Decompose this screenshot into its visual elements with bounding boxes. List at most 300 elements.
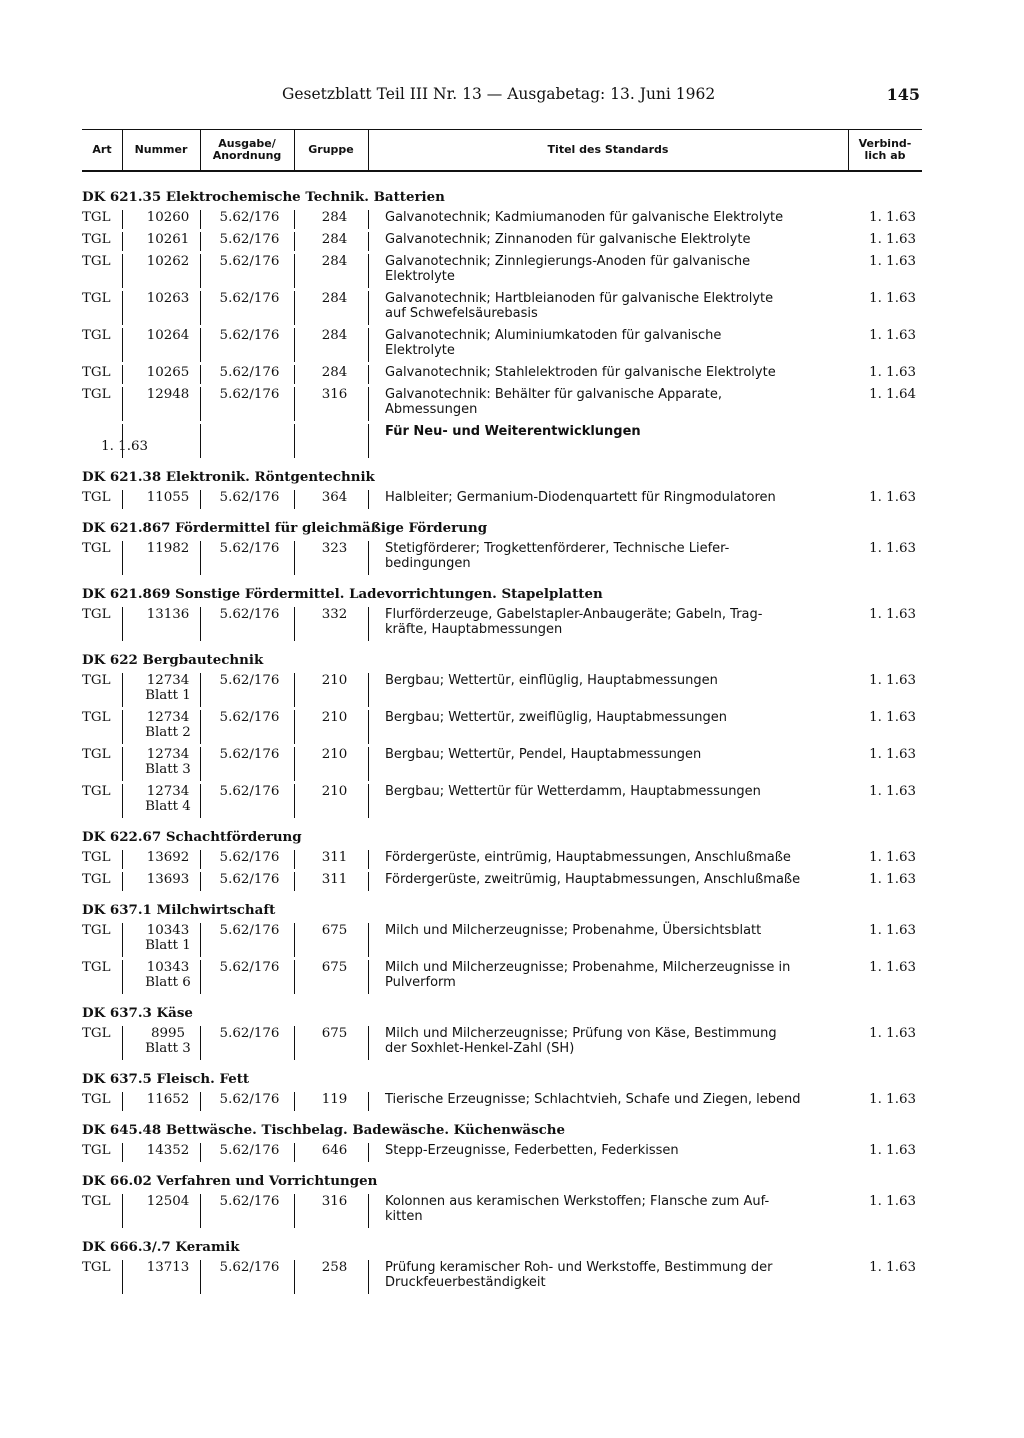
column-rule <box>200 747 201 781</box>
cell-ausgabe: 5.62/176 <box>219 1194 280 1209</box>
standard-number: 10265 <box>146 365 190 380</box>
standard-number: 10261 <box>146 232 190 247</box>
sheet-number: Blatt 4 <box>145 799 191 814</box>
cell-art: TGL <box>82 490 111 505</box>
column-rule <box>294 923 295 957</box>
cell-verbindlich: 1. 1.63 <box>869 1092 916 1107</box>
standard-number: 10263 <box>146 291 190 306</box>
column-rule <box>294 607 295 641</box>
section-heading: DK 637.5 Fleisch. Fett <box>82 1071 250 1087</box>
cell-gruppe: 210 <box>321 747 348 762</box>
cell-titel <box>385 1143 847 1158</box>
cell-gruppe: 675 <box>321 960 348 975</box>
column-rule <box>368 1260 369 1294</box>
table-row <box>82 784 922 814</box>
cell-gruppe: 119 <box>321 1092 348 1107</box>
cell-nummer <box>132 291 204 306</box>
cell-ausgabe: 5.62/176 <box>219 607 280 622</box>
column-rule <box>122 365 123 384</box>
table-row <box>82 1194 922 1224</box>
cell-titel <box>385 490 847 505</box>
column-rule <box>200 1143 201 1162</box>
title-line: Stepp-Erzeugnisse, Federbetten, Federkissen <box>385 1143 679 1158</box>
column-rule <box>122 784 123 818</box>
cell-nummer <box>132 210 204 225</box>
column-rule <box>368 710 369 744</box>
column-rule <box>200 291 201 325</box>
section-heading: DK 621.38 Elektronik. Röntgentechnik <box>82 469 375 485</box>
cell-nummer <box>132 1194 204 1209</box>
column-rule <box>122 607 123 641</box>
column-rule <box>294 673 295 707</box>
col-ausgabe: Ausgabe/ Anordnung <box>212 137 282 162</box>
cell-art: TGL <box>82 673 111 688</box>
title-line: der Soxhlet-Henkel-Zahl (SH) <box>385 1041 575 1056</box>
column-rule <box>294 1143 295 1162</box>
cell-ausgabe: 5.62/176 <box>219 1143 280 1158</box>
cell-gruppe: 323 <box>321 541 348 556</box>
section-heading: DK 621.869 Sonstige Fördermittel. Ladevorrichtungen. Stapelplatten <box>82 586 603 602</box>
cell-titel <box>385 291 847 321</box>
title-line: Flurförderzeuge, Gabelstapler-Anbaugeräte; Gabeln, Trag- <box>385 607 763 622</box>
cell-art: TGL <box>82 210 111 225</box>
table-row <box>82 673 922 703</box>
cell-ausgabe: 5.62/176 <box>219 490 280 505</box>
cell-verbindlich: 1. 1.63 <box>869 232 916 247</box>
column-rule <box>368 387 369 421</box>
cell-art: TGL <box>82 232 111 247</box>
cell-verbindlich: 1. 1.63 <box>869 254 916 269</box>
table-row <box>82 387 922 417</box>
standard-number: 12734 <box>146 747 190 762</box>
cell-titel <box>385 387 847 417</box>
standard-number: 8995 <box>150 1026 186 1041</box>
column-rule <box>368 747 369 781</box>
cell-verbindlich: 1. 1.63 <box>869 960 916 975</box>
cell-art: TGL <box>82 1260 111 1275</box>
table-row <box>82 328 922 358</box>
column-rule <box>122 232 123 251</box>
cell-gruppe: 284 <box>321 210 348 225</box>
column-rule <box>368 1143 369 1162</box>
column-rule <box>122 387 123 421</box>
table-column-header <box>82 129 922 172</box>
cell-verbindlich: 1. 1.63 <box>869 210 916 225</box>
sheet-number: Blatt 1 <box>145 688 191 703</box>
title-line: Prüfung keramischer Roh- und Werkstoffe, Bestimmung der <box>385 1260 773 1275</box>
cell-gruppe: 364 <box>321 490 348 505</box>
cell-ausgabe: 5.62/176 <box>219 747 280 762</box>
cell-ausgabe: 5.62/176 <box>219 960 280 975</box>
column-rule <box>368 328 369 362</box>
cell-art: TGL <box>82 254 111 269</box>
column-rule <box>294 541 295 575</box>
section-heading: DK 666.3/.7 Keramik <box>82 1239 240 1255</box>
title-line: Galvanotechnik; Aluminiumkatoden für galvanische <box>385 328 722 343</box>
column-rule <box>200 1026 201 1060</box>
column-rule <box>294 850 295 869</box>
cell-gruppe: 311 <box>321 850 348 865</box>
title-line: Galvanotechnik: Behälter für galvanische Apparate, <box>385 387 723 402</box>
column-rule <box>368 210 369 229</box>
standard-number: 10260 <box>146 210 190 225</box>
cell-nummer <box>132 607 204 622</box>
cell-art: TGL <box>82 784 111 799</box>
column-rule <box>122 872 123 891</box>
standard-number: 13136 <box>146 607 190 622</box>
title-line: Abmessungen <box>385 402 478 417</box>
column-rule <box>200 673 201 707</box>
cell-nummer <box>132 541 204 556</box>
cell-gruppe: 316 <box>321 1194 348 1209</box>
column-rule <box>122 1143 123 1162</box>
column-rule <box>368 424 369 458</box>
cell-nummer <box>132 710 204 740</box>
column-rule <box>122 1092 123 1111</box>
table-row <box>82 1026 922 1056</box>
cell-art: TGL <box>82 923 111 938</box>
table-row <box>82 490 922 505</box>
table-row <box>82 607 922 637</box>
cell-verbindlich: 1. 1.63 <box>869 291 916 306</box>
cell-ausgabe: 5.62/176 <box>219 1092 280 1107</box>
cell-nummer <box>132 1260 204 1275</box>
cell-art: TGL <box>82 291 111 306</box>
column-rule <box>294 291 295 325</box>
cell-gruppe: 675 <box>321 1026 348 1041</box>
cell-titel <box>385 1194 847 1224</box>
column-rule <box>368 784 369 818</box>
cell-nummer <box>132 365 204 380</box>
cell-verbindlich: 1. 1.63 <box>869 747 916 762</box>
column-rule <box>200 607 201 641</box>
table-row <box>82 923 922 953</box>
title-line: Galvanotechnik; Stahlelektroden für galvanische Elektrolyte <box>385 365 776 380</box>
cell-titel <box>385 673 847 688</box>
cell-nummer <box>132 747 204 777</box>
standard-number: 12734 <box>146 673 190 688</box>
sheet-number: Blatt 3 <box>145 1041 191 1056</box>
cell-art: TGL <box>82 541 111 556</box>
standard-number: 12734 <box>146 710 190 725</box>
column-rule <box>122 1026 123 1060</box>
cell-art: TGL <box>82 328 111 343</box>
title-line: Galvanotechnik; Zinnlegierungs-Anoden für galvanische <box>385 254 751 269</box>
column-rule <box>368 673 369 707</box>
column-rule <box>368 607 369 641</box>
column-rule <box>294 387 295 421</box>
cell-art: TGL <box>82 1026 111 1041</box>
sheet-number: Blatt 3 <box>145 762 191 777</box>
column-rule <box>200 850 201 869</box>
table-row <box>82 710 922 740</box>
cell-verbindlich: 1. 1.64 <box>869 387 916 402</box>
cell-gruppe: 311 <box>321 872 348 887</box>
standard-number: 11982 <box>146 541 190 556</box>
cell-nummer <box>132 960 204 990</box>
standard-number: 12504 <box>146 1194 190 1209</box>
cell-nummer <box>132 872 204 887</box>
cell-ausgabe: 5.62/176 <box>219 541 280 556</box>
cell-ausgabe: 5.62/176 <box>219 1260 280 1275</box>
section-heading: DK 637.3 Käse <box>82 1005 193 1021</box>
column-rule <box>200 710 201 744</box>
cell-verbindlich: 1. 1.63 <box>869 710 916 725</box>
title-line: kitten <box>385 1209 423 1224</box>
column-rule <box>200 1194 201 1228</box>
column-rule <box>368 232 369 251</box>
cell-titel <box>385 1260 847 1290</box>
standard-number: 13693 <box>146 872 190 887</box>
cell-verbindlich: 1. 1.63 <box>869 1026 916 1041</box>
column-rule <box>294 490 295 509</box>
standard-number: 10264 <box>146 328 190 343</box>
cell-gruppe: 646 <box>321 1143 348 1158</box>
standard-number: 10262 <box>146 254 190 269</box>
column-rule <box>294 424 295 458</box>
column-rule <box>122 710 123 744</box>
cell-verbindlich: 1. 1.63 <box>869 1260 916 1275</box>
column-rule <box>368 365 369 384</box>
cell-verbindlich: 1. 1.63 <box>869 541 916 556</box>
cell-titel <box>385 254 847 284</box>
col-gruppe: Gruppe <box>308 143 354 156</box>
note-text: Für Neu- und Weiterentwicklungen <box>385 424 641 439</box>
cell-art: TGL <box>82 710 111 725</box>
cell-verbindlich: 1. 1.63 <box>869 784 916 799</box>
column-rule <box>294 210 295 229</box>
column-rule <box>200 365 201 384</box>
table-row <box>82 850 922 865</box>
cell-gruppe: 210 <box>321 673 348 688</box>
section-heading: DK 621.867 Fördermittel für gleichmäßige Förderung <box>82 520 488 536</box>
title-line: Bergbau; Wettertür, Pendel, Hauptabmessungen <box>385 747 702 762</box>
cell-titel <box>385 1026 847 1056</box>
column-rule <box>122 424 123 458</box>
standard-number: 10343 <box>146 923 190 938</box>
column-rule <box>200 1260 201 1294</box>
cell-titel <box>385 850 847 865</box>
title-line: bedingungen <box>385 556 471 571</box>
title-line: auf Schwefelsäurebasis <box>385 306 538 321</box>
cell-nummer <box>132 673 204 703</box>
column-rule <box>122 1260 123 1294</box>
column-rule <box>122 923 123 957</box>
table-row <box>82 210 922 225</box>
cell-nummer <box>132 490 204 505</box>
column-rule <box>200 784 201 818</box>
table-row <box>82 1260 922 1290</box>
column-rule <box>368 1092 369 1111</box>
cell-titel <box>385 960 847 990</box>
cell-nummer <box>132 328 204 343</box>
cell-ausgabe: 5.62/176 <box>219 923 280 938</box>
table-row <box>82 1092 922 1107</box>
cell-ausgabe: 5.62/176 <box>219 254 280 269</box>
title-line: Galvanotechnik; Zinnanoden für galvanische Elektrolyte <box>385 232 751 247</box>
cell-gruppe: 675 <box>321 923 348 938</box>
cell-titel <box>385 210 847 225</box>
cell-verbindlich: 1. 1.63 <box>869 607 916 622</box>
column-rule <box>200 1092 201 1111</box>
cell-verbindlich: 1. 1.63 <box>869 328 916 343</box>
col-titel: Titel des Standards <box>547 143 669 156</box>
cell-gruppe: 284 <box>321 254 348 269</box>
cell-ausgabe: 5.62/176 <box>219 387 280 402</box>
cell-gruppe: 284 <box>321 291 348 306</box>
title-line: Fördergerüste, eintrümig, Hauptabmessungen, Anschlußmaße <box>385 850 791 865</box>
cell-ausgabe: 5.62/176 <box>219 850 280 865</box>
column-rule <box>294 365 295 384</box>
cell-gruppe: 210 <box>321 710 348 725</box>
title-line: Elektrolyte <box>385 269 455 284</box>
table-row <box>82 541 922 571</box>
title-line: Pulverform <box>385 975 456 990</box>
table-row <box>82 232 922 247</box>
table-row <box>82 872 922 887</box>
cell-ausgabe: 5.62/176 <box>219 673 280 688</box>
title-line: Bergbau; Wettertür, zweiflüglig, Hauptabmessungen <box>385 710 728 725</box>
cell-titel <box>385 747 847 762</box>
standard-number: 12948 <box>146 387 190 402</box>
cell-art: TGL <box>82 1194 111 1209</box>
table-row <box>82 291 922 321</box>
cell-art: TGL <box>82 1143 111 1158</box>
column-rule <box>122 747 123 781</box>
column-rule <box>368 850 369 869</box>
cell-gruppe: 316 <box>321 387 348 402</box>
standard-number: 11652 <box>146 1092 190 1107</box>
cell-verbindlich: 1. 1.63 <box>869 490 916 505</box>
table-row <box>82 254 922 284</box>
cell-verbindlich: 1. 1.63 <box>101 439 148 454</box>
cell-nummer <box>132 850 204 865</box>
cell-gruppe: 332 <box>321 607 348 622</box>
cell-verbindlich: 1. 1.63 <box>869 1194 916 1209</box>
column-rule <box>368 1194 369 1228</box>
column-rule <box>200 923 201 957</box>
standard-number: 10343 <box>146 960 190 975</box>
cell-titel <box>385 365 847 380</box>
cell-verbindlich: 1. 1.63 <box>869 923 916 938</box>
column-rule <box>368 490 369 509</box>
cell-verbindlich: 1. 1.63 <box>869 872 916 887</box>
cell-nummer <box>132 1143 204 1158</box>
gazette-title: Gesetzblatt Teil III Nr. 13 — Ausgabetag: 13. Juni 1962 <box>282 85 716 103</box>
title-line: Galvanotechnik; Kadmiumanoden für galvanische Elektrolyte <box>385 210 784 225</box>
title-line: Elektrolyte <box>385 343 455 358</box>
column-rule <box>368 923 369 957</box>
cell-ausgabe: 5.62/176 <box>219 1026 280 1041</box>
cell-ausgabe: 5.62/176 <box>219 710 280 725</box>
column-rule <box>122 541 123 575</box>
column-rule <box>368 960 369 994</box>
cell-verbindlich: 1. 1.63 <box>869 365 916 380</box>
title-line: Halbleiter; Germanium-Diodenquartett für Ringmodulatoren <box>385 490 776 505</box>
section-heading: DK 637.1 Milchwirtschaft <box>82 902 276 918</box>
cell-art: TGL <box>82 960 111 975</box>
cell-nummer <box>132 1026 204 1056</box>
cell-nummer <box>132 232 204 247</box>
column-rule <box>122 254 123 288</box>
column-rule <box>200 424 201 458</box>
col-verbindlich: Verbind- lich ab <box>858 137 912 162</box>
cell-gruppe: 210 <box>321 784 348 799</box>
column-rule <box>122 490 123 509</box>
column-rule <box>200 232 201 251</box>
column-rule <box>368 872 369 891</box>
cell-nummer <box>132 784 204 814</box>
cell-gruppe: 284 <box>321 232 348 247</box>
column-rule <box>294 872 295 891</box>
section-heading: DK 66.02 Verfahren und Vorrichtungen <box>82 1173 378 1189</box>
column-rule <box>294 328 295 362</box>
title-line: Milch und Milcherzeugnisse; Probenahme, Übersichtsblatt <box>385 923 762 938</box>
column-rule <box>122 1194 123 1228</box>
cell-titel <box>385 607 847 637</box>
standard-number: 14352 <box>146 1143 190 1158</box>
column-rule <box>294 1194 295 1228</box>
column-rule <box>294 784 295 818</box>
title-line: Galvanotechnik; Hartbleianoden für galvanische Elektrolyte <box>385 291 774 306</box>
cell-titel <box>385 923 847 938</box>
column-rule <box>368 254 369 288</box>
column-rule <box>200 210 201 229</box>
table-row <box>82 960 922 990</box>
section-heading: DK 645.48 Bettwäsche. Tischbelag. Badewäsche. Küchenwäsche <box>82 1122 566 1138</box>
title-line: Milch und Milcherzeugnisse; Probenahme, Milcherzeugnisse in <box>385 960 791 975</box>
cell-gruppe: 258 <box>321 1260 348 1275</box>
cell-art: TGL <box>82 607 111 622</box>
column-rule <box>200 541 201 575</box>
column-rule <box>368 541 369 575</box>
cell-art: TGL <box>82 850 111 865</box>
cell-titel <box>385 328 847 358</box>
sheet-number: Blatt 2 <box>145 725 191 740</box>
cell-gruppe: 284 <box>321 365 348 380</box>
column-rule <box>294 1092 295 1111</box>
column-rule <box>122 960 123 994</box>
section-heading: DK 622.67 Schachtförderung <box>82 829 302 845</box>
column-rule <box>294 254 295 288</box>
cell-art: TGL <box>82 365 111 380</box>
cell-ausgabe: 5.62/176 <box>219 872 280 887</box>
cell-verbindlich: 1. 1.63 <box>869 850 916 865</box>
column-rule <box>122 673 123 707</box>
column-rule <box>122 210 123 229</box>
title-line: Druckfeuerbeständigkeit <box>385 1275 546 1290</box>
column-rule <box>122 850 123 869</box>
table-row <box>82 1143 922 1158</box>
table-row <box>82 747 922 777</box>
title-line: Milch und Milcherzeugnisse; Prüfung von Käse, Bestimmung <box>385 1026 777 1041</box>
standard-number: 11055 <box>146 490 190 505</box>
title-line: kräfte, Hauptabmessungen <box>385 622 563 637</box>
cell-art: TGL <box>82 747 111 762</box>
column-rule <box>200 960 201 994</box>
column-rule <box>294 1026 295 1060</box>
cell-art: TGL <box>82 1092 111 1107</box>
cell-ausgabe: 5.62/176 <box>219 232 280 247</box>
title-line: Bergbau; Wettertür, einflüglig, Hauptabmessungen <box>385 673 718 688</box>
cell-titel <box>385 232 847 247</box>
cell-verbindlich: 1. 1.63 <box>869 1143 916 1158</box>
cell-verbindlich: 1. 1.63 <box>869 673 916 688</box>
column-rule <box>368 1026 369 1060</box>
column-rule <box>122 328 123 362</box>
column-rule <box>200 490 201 509</box>
column-rule <box>200 387 201 421</box>
